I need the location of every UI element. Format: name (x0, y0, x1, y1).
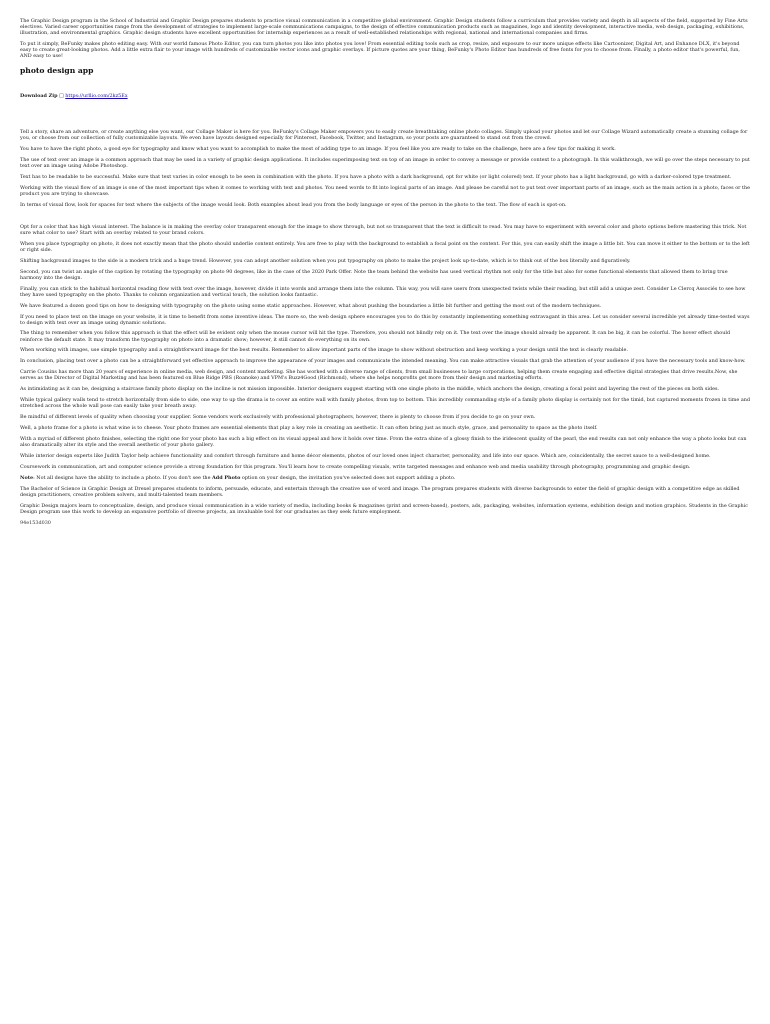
body-paragraph: When working with images, use simple typography and a straightforward image for the best results. Remember to allow important parts of the image to show without obstruction and keep working a your design until the text is clearly readable. (20, 347, 628, 354)
body-paragraph: Opt for a color that has high visual interest. The balance is in making the overlay color transparent enough for the image to show through, but not so transparent that the text is difficult to read. You may have to experiment with several color and photo options before mastering this trick. Not sure what color to use? Start with an overlay related to your brand colors. (20, 223, 747, 236)
body-paragraph: As intimidating as it can be, designing a staircase family photo display on the incline is not mission impossible. Interior designers suggest starting with one single photo in the middle, which anchors the design, creating a focal point and layering the rest of the pieces on both sides. (20, 386, 720, 393)
note-paragraph (20, 475, 751, 481)
intro-paragraph-2: To put it simply, BeFunky makes photo editing easy. With our world famous Photo Editor, you can turn photos you like into photos you love! From essential editing tools such as crop, resize, and exposure to our more unique effects like Cartoonizer, Digital Art, and Enhance DLX, it's beyond easy to create great-looking photos. Add a little extra flair to your image with hundreds of customizable vector icons and graphic overlays. If picture quotes are your thing, BeFunky's Photo Editor has hundreds of free fonts for you to choose from. Finally, a photo editor that's powerful, fun, AND easy to use! (20, 41, 740, 60)
closing-paragraph-2: Graphic Design majors learn to conceptualize, design, and produce visual communication in a wide variety of media, including books & magazines (print and screen-based), posters, ads, packaging, websites, information systems, exhibition design and motion graphics. Students in the Graphic Design program use this work to develop an expansive portfolio of diverse projects, an invaluable tool for our graduates as they seek future employment. (20, 502, 749, 515)
body-paragraph: The use of text over an image is a common approach that may be used in a variety of graphic design applications. It includes superimposing text on top of an image in order to convey a message or provide context to a photograph. In this walkthrough, we will go over the steps necessary to put text over an image using Adobe Photoshop. (20, 157, 750, 170)
body-paragraph: In terms of visual flow, look for spaces for text where the subjects of the image would look. Both examples about lead you from the body language or eyes of the person in the photo to the text. The flow of each is spot-on. (20, 202, 567, 209)
note-text-after: option on your design, the invitation you've selected does not support adding a photo. (240, 474, 456, 481)
closing-paragraph-1: The Bachelor of Science in Graphic Design at Drexel prepares students to inform, persuade, educate, and entertain through the creative use of word and image. The program prepares students with diverse backgrounds to enter the field of graphic design with a competitive edge as skilled design practitioners, creative problem solvers, and multi-talented team members. (20, 485, 740, 498)
body-paragraph: Shifting background images to the side is a modern trick and a huge trend. However, you can adopt another solution when you put typography on photo to make the project look up-to-date, which is to think out of the box literally and figuratively. (20, 257, 631, 264)
note-text-before: : Not all designs have the ability to include a photo. If you don't see the (33, 474, 213, 481)
document-code: 94e153d030 (20, 519, 51, 526)
body-paragraph: With a myriad of different photo finishes, selecting the right one for your photo has such a big effect on its visual appeal and how it holds over time. From the extra shine of a glossy finish to the iridescent quality of the pearl, the end results can not only enhance the way a photo looks but can also dramatically alter its style and the overall aesthetic of your photo gallery. (20, 435, 747, 448)
body-paragraph: Text has to be readable to be successful. Make sure that text varies in color enough to be seen in combination with the photo. If you have a photo with a dark background, opt for white (or light colored) text. If your photo has a light background, go with a darker-colored type treatment. (20, 174, 732, 181)
download-row (20, 93, 751, 99)
page-title: photo design app (20, 66, 94, 76)
body-paragraph: Second, you can twist an angle of the caption by rotating the typography on photo 90 degrees, like in the case of the 2020 Park Offer. Note the team behind the website has used vertical rhythm not only for the title but also for some functional elements that allowed them to bring true harmony into the design. (20, 268, 728, 281)
body-paragraph: Carrie Cousins has more than 20 years of experience in online media, web design, and content marketing. She has worked with a diverse range of clients, from small businesses to large corporations, helping them create engaging and effective digital strategies that drive results.Now, she serves as the Director of Digital Marketing and has been featured on Blue Ridge PBS (Roanoke) and VPM's Buzz4Good (Richmond), where she helps nonprofits get more from their design and marketing efforts. (20, 369, 738, 382)
body-paragraph (20, 213, 751, 219)
body-paragraph: In conclusion, placing text over a photo can be a straightforward yet effective approach to improve the appearance of your images and communicate the intended meaning. You can make attractive visuals that grab the attention of your audience if you have the necessary tools and know-how. (20, 358, 746, 365)
body-paragraph: While interior design experts like Judith Taylor help achieve functionality and comfort through furniture and home décor elements, photos of our loved ones inject character, personality, and life into our space. Which are, coincidentally, the secret sauce to a well-designed home. (20, 452, 711, 459)
add-photo-label: Add Photo (212, 474, 241, 481)
body-paragraph: Working with the visual flow of an image is one of the most important tips when it comes to working with text and photos. You need words to fit into logical parts of an image. And please be careful not to put text over important parts of an image, such as the main action in a photo, faces or the product you are trying to showcase. (20, 185, 751, 198)
download-link[interactable]: https://urllio.com/2kz5Ex (65, 93, 128, 100)
download-label: Download Zip (20, 93, 58, 100)
body-paragraph: Finally, you can stick to the habitual horizontal reading flow with text over the image, however, divide it into words and arrange them into the column. This way, you will save users from unexpected twists while their reading, but still add a unique zest. Consider Le Clercq Associés to see how they have used typography on the photo. Thanks to column organization and vertical touch, the solution looks fantastic. (20, 285, 746, 298)
body-paragraph: Tell a story, share an adventure, or create anything else you want, our Collage Maker is here for you. BeFunky's Collage Maker empowers you to easily create breathtaking online photo collages. Simply upload your photos and let our Collage Wizard automatically create a stunning collage for you, or choose from our collection of fully customizable layouts. We even have layouts designed especially for Pinterest, Facebook, Twitter, and Instagram, so your posts are guaranteed to stand out from the crowd. (20, 129, 748, 142)
body-paragraphs (20, 129, 751, 470)
body-paragraph: The thing to remember when you follow this approach is that the effect will be evident only when the mouse cursor will hit the type. Therefore, you should not blindly rely on it. The text over the image should already be apparent. It can be big, it can be colorful. The hover effect should reinforce the default state. It may transform the typography on photo into a dramatic show; however, it still cannot do everything on its own. (20, 330, 731, 343)
intro-paragraph-1: The Graphic Design program in the School of Industrial and Graphic Design prepares students to practice visual communication in a competitive global environment. Graphic Design students follow a curriculum that provides variety and depth in all aspects of the field, supported by Fine Arts electives. Varied career opportunities range from the development of strategies to implement large-scale communications campaigns, to the design of effective communication products such as magazines, logo and identity development, interactive media, web design, packaging, exhibitions, illustration, and environmental graphics. Graphic design students have excellent opportunities for internship experiences as a result of well-established relationships with regional, national and international companies and firms. (20, 18, 748, 37)
body-paragraph: While typical gallery walls tend to stretch horizontally from side to side, one way to up the drama is to cover an entire wall with family photos, from top to bottom. This incredibly commanding style of a family photo display is certainly not for the timid, but captured moments frozen in time and stretched across the whole wall pose can easily take your breath away. (20, 397, 751, 410)
body-paragraph: We have featured a dozen good tips on how to designing with typography on the photo using some static approaches. However, what about pushing the boundaries a little bit further and getting the most out of the modern techniques. (20, 302, 602, 309)
note-label: Note (20, 474, 34, 481)
download-icon: □ (59, 93, 64, 100)
body-paragraph: If you need to place text on the image on your website, it is time to benefit from some inventive ideas. The more so, the web design sphere encourages you to do this by constantly implementing something extravagant in this area. Let us consider several incredible yet already time-tested ways to design with text over an image using dynamic solutions. (20, 313, 750, 326)
body-paragraph: Well, a photo frame for a photo is what wine is to cheese. Your photo frames are essential elements that play a key role in creating an aesthetic. It can often bring just as much style, grace, and personality to space as the photo itself. (20, 425, 598, 431)
body-paragraph: You have to have the right photo, a good eye for typography and know what you want to accomplish to make the most of adding type to an image. If you feel like you are ready to take on the challenge, here are a few tips for making it work. (20, 146, 616, 153)
body-paragraph: Coursework in communication, art and computer science provide a strong foundation for this program. You'll learn how to create compelling visuals, write targeted messages and enhance web and media usability through photography, programming and graphic design. (20, 463, 691, 470)
body-paragraph: When you place typography on photo, it does not exactly mean that the photo should underlie content entirely. You are free to play with the background to establish a focal point on the content. For this, you can easily shift the image a little bit. You can move it either to the bottom or to the left or right side. (20, 240, 750, 253)
body-paragraph: Be mindful of different levels of quality when choosing your supplier. Some vendors work exclusively with professional photographers, however, there is plenty to choose from if you decide to go on your own. (20, 414, 536, 421)
